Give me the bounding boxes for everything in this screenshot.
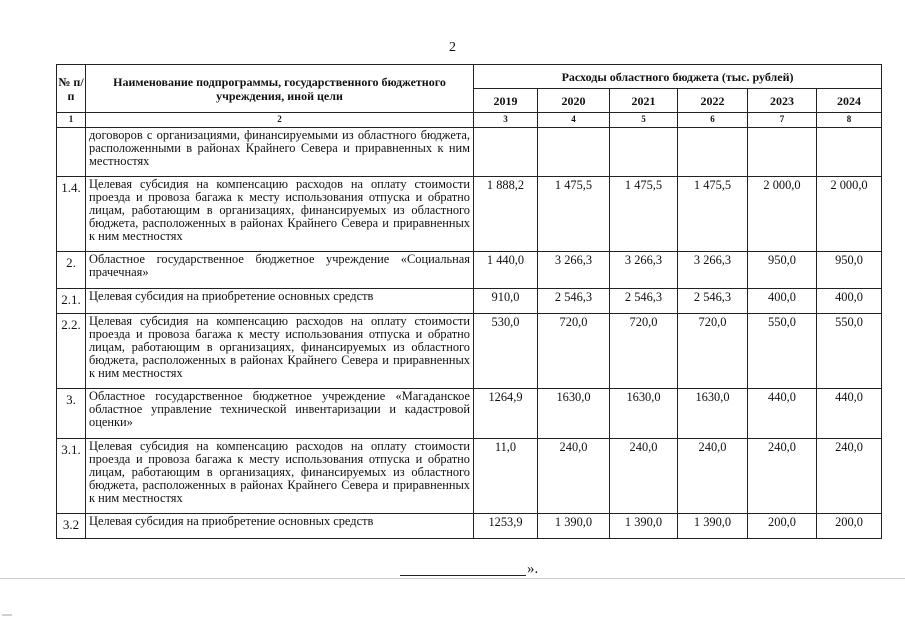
row-value bbox=[817, 128, 882, 177]
header-year: 2022 bbox=[678, 89, 748, 113]
row-value: 440,0 bbox=[748, 389, 817, 439]
row-value bbox=[610, 128, 678, 177]
row-value bbox=[748, 128, 817, 177]
row-value bbox=[538, 128, 610, 177]
header-year: 2023 bbox=[748, 89, 817, 113]
row-number: 2.1. bbox=[57, 289, 86, 314]
row-value: 530,0 bbox=[474, 314, 538, 389]
header-num: № п/п bbox=[57, 65, 86, 113]
row-value: 1 475,5 bbox=[610, 177, 678, 252]
row-value: 1 440,0 bbox=[474, 252, 538, 289]
row-value: 400,0 bbox=[817, 289, 882, 314]
row-value: 240,0 bbox=[610, 439, 678, 514]
row-value: 200,0 bbox=[817, 514, 882, 539]
row-value: 720,0 bbox=[610, 314, 678, 389]
table-row bbox=[57, 389, 882, 439]
row-number: 2.2. bbox=[57, 314, 86, 389]
row-value: 240,0 bbox=[748, 439, 817, 514]
row-value bbox=[474, 128, 538, 177]
column-number: 7 bbox=[748, 113, 817, 128]
table-row bbox=[57, 314, 882, 389]
closing-underline bbox=[400, 575, 526, 576]
row-value: 1 475,5 bbox=[678, 177, 748, 252]
row-number: 3.1. bbox=[57, 439, 86, 514]
row-value: 720,0 bbox=[678, 314, 748, 389]
header-year: 2020 bbox=[538, 89, 610, 113]
row-name: Целевая субсидия на компенсацию расходов на оплату стоимости проезда и провоза багажа к месту использования отпуска и обратно лицам, работающим в организациях, финансируемых из областного бюджета, расположенных в районах Крайнего Севера и приравненных к ним местностях bbox=[86, 439, 474, 514]
row-value: 910,0 bbox=[474, 289, 538, 314]
row-value: 1253,9 bbox=[474, 514, 538, 539]
budget-table bbox=[56, 64, 882, 539]
row-value: 1 390,0 bbox=[610, 514, 678, 539]
header-year: 2024 bbox=[817, 89, 882, 113]
row-value: 1 390,0 bbox=[538, 514, 610, 539]
row-value: 400,0 bbox=[748, 289, 817, 314]
column-number: 6 bbox=[678, 113, 748, 128]
row-number: 1.4. bbox=[57, 177, 86, 252]
row-value: 2 000,0 bbox=[817, 177, 882, 252]
row-value: 3 266,3 bbox=[538, 252, 610, 289]
header-expenses: Расходы областного бюджета (тыс. рублей) bbox=[474, 65, 882, 89]
table-row bbox=[57, 289, 882, 314]
row-name: Целевая субсидия на компенсацию расходов на оплату стоимости проезда и провоза багажа к месту использования отпуска и обратно лицам, работающим в организациях, финансируемых из областного бюджета, расположенных в районах Крайнего Севера и приравненных к ним местностях bbox=[86, 177, 474, 252]
column-number: 2 bbox=[86, 113, 474, 128]
column-number: 1 bbox=[57, 113, 86, 128]
row-name: Областное государственное бюджетное учреждение «Социальная прачечная» bbox=[86, 252, 474, 289]
row-value: 1630,0 bbox=[538, 389, 610, 439]
column-number: 8 bbox=[817, 113, 882, 128]
row-number: 2. bbox=[57, 252, 86, 289]
row-value: 240,0 bbox=[538, 439, 610, 514]
row-number: 3. bbox=[57, 389, 86, 439]
row-value: 200,0 bbox=[748, 514, 817, 539]
row-value: 2 000,0 bbox=[748, 177, 817, 252]
scan-mark bbox=[2, 614, 12, 616]
page-number: 2 bbox=[449, 40, 456, 55]
table-row bbox=[57, 177, 882, 252]
column-number: 5 bbox=[610, 113, 678, 128]
row-name: Целевая субсидия на приобретение основных средств bbox=[86, 289, 474, 314]
row-value: 550,0 bbox=[817, 314, 882, 389]
row-number: 3.2 bbox=[57, 514, 86, 539]
row-value: 1 475,5 bbox=[538, 177, 610, 252]
header-year: 2021 bbox=[610, 89, 678, 113]
header-name: Наименование подпрограммы, государственного бюджетного учреждения, иной цели bbox=[86, 65, 474, 113]
row-value: 1 390,0 bbox=[678, 514, 748, 539]
column-number: 4 bbox=[538, 113, 610, 128]
row-value: 11,0 bbox=[474, 439, 538, 514]
page-bottom-rule bbox=[0, 578, 905, 579]
row-value: 550,0 bbox=[748, 314, 817, 389]
table-row bbox=[57, 439, 882, 514]
row-value: 1630,0 bbox=[678, 389, 748, 439]
header-year: 2019 bbox=[474, 89, 538, 113]
row-value: 3 266,3 bbox=[610, 252, 678, 289]
table-row bbox=[57, 252, 882, 289]
row-value: 720,0 bbox=[538, 314, 610, 389]
row-name: Областное государственное бюджетное учреждение «Магаданское областное управление технической инвентаризации и кадастровой оценки» bbox=[86, 389, 474, 439]
row-value: 2 546,3 bbox=[538, 289, 610, 314]
row-value: 440,0 bbox=[817, 389, 882, 439]
column-number: 3 bbox=[474, 113, 538, 128]
row-name: Целевая субсидия на компенсацию расходов на оплату стоимости проезда и провоза багажа к месту использования отпуска и обратно лицам, работающим в организациях, финансируемых из областного бюджета, расположенных в районах Крайнего Севера и приравненных к ним местностях bbox=[86, 314, 474, 389]
row-name: Целевая субсидия на приобретение основных средств bbox=[86, 514, 474, 539]
row-number bbox=[57, 128, 86, 177]
table-row bbox=[57, 514, 882, 539]
row-value: 950,0 bbox=[817, 252, 882, 289]
row-value: 2 546,3 bbox=[678, 289, 748, 314]
row-value: 240,0 bbox=[817, 439, 882, 514]
row-name: договоров с организациями, финансируемыми из областного бюджета, расположенными в районах Крайнего Севера и приравненных к ним местностях bbox=[86, 128, 474, 177]
row-value: 1 888,2 bbox=[474, 177, 538, 252]
row-value: 240,0 bbox=[678, 439, 748, 514]
row-value: 1264,9 bbox=[474, 389, 538, 439]
row-value bbox=[678, 128, 748, 177]
row-value: 2 546,3 bbox=[610, 289, 678, 314]
row-value: 1630,0 bbox=[610, 389, 678, 439]
row-value: 3 266,3 bbox=[678, 252, 748, 289]
table-row bbox=[57, 128, 882, 177]
closing-mark: ». bbox=[527, 561, 539, 577]
row-value: 950,0 bbox=[748, 252, 817, 289]
